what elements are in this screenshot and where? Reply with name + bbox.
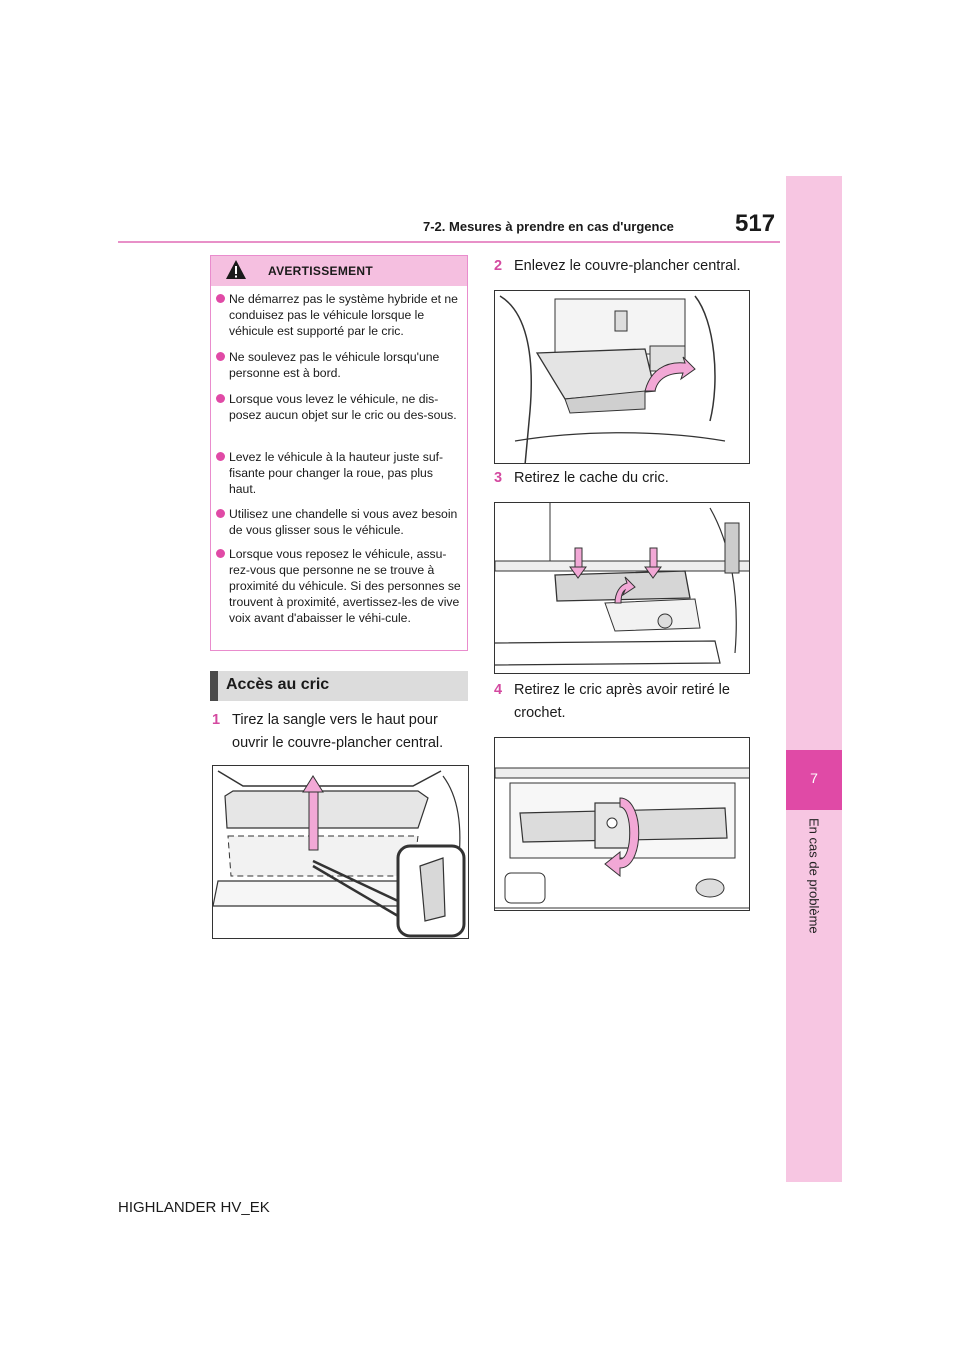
jack-cover-illustration (495, 503, 750, 674)
bullet-icon (216, 509, 225, 518)
header-section-title: 7-2. Mesures à prendre en cas d'urgence (423, 219, 674, 234)
step-text: Enlevez le couvre-plancher central. (514, 258, 741, 274)
figure-remove-floor-cover (494, 290, 750, 464)
bullet-icon (216, 352, 225, 361)
header-rule (118, 241, 780, 243)
chapter-number: 7 (810, 770, 818, 786)
footer-model: HIGHLANDER HV_EK (118, 1199, 270, 1216)
step-number: 3 (494, 470, 503, 486)
warning-item: Lorsque vous levez le véhicule, ne dis-posez aucun objet sur le cric ou des-sous. (216, 391, 461, 423)
section-title: Accès au cric (226, 676, 330, 693)
jack-removal-illustration (495, 738, 750, 911)
step-4 (494, 679, 730, 725)
step-text: ouvrir le couvre-plancher central. (232, 735, 444, 751)
warning-item: Levez le véhicule à la hauteur juste suf-fisante pour changer la roue, pas plus haut. (216, 449, 461, 497)
floor-cover-illustration (495, 291, 750, 464)
warning-item: Utilisez une chandelle si vous avez besoin de vous glisser sous le véhicule. (216, 506, 461, 538)
trunk-strap-illustration (213, 766, 469, 939)
section-heading-bar (210, 671, 218, 701)
bullet-icon (216, 394, 225, 403)
bullet-icon (216, 549, 225, 558)
warning-item: Lorsque vous reposez le véhicule, assu-rez-vous que personne ne se trouve à proximité du véhicule. Si des personnes se trouvent à proximité, avertissez-les de vive voix avant d'abaisser le véhi-cule. (216, 546, 461, 626)
step-1 (212, 709, 443, 755)
figure-trunk-strap (212, 765, 469, 939)
bullet-icon (216, 452, 225, 461)
page-number: 517 (735, 210, 776, 237)
warning-item: Ne démarrez pas le système hybride et ne conduisez pas le véhicule lorsque le véhicule est supporté par le cric. (216, 291, 461, 339)
warning-triangle-icon (225, 259, 247, 281)
step-number: 1 (212, 712, 221, 728)
step-text: Tirez la sangle vers le haut pour (232, 712, 438, 728)
chapter-label-container (786, 818, 842, 978)
step-3 (494, 467, 669, 490)
step-text: Retirez le cric après avoir retiré le (514, 682, 730, 698)
step-text: crochet. (514, 705, 566, 721)
warning-item: Ne soulevez pas le véhicule lorsqu'une personne est à bord. (216, 349, 461, 381)
step-2 (494, 255, 740, 278)
warning-title: AVERTISSEMENT (268, 264, 374, 278)
chapter-label: En cas de problème (806, 818, 822, 934)
step-text: Retirez le cache du cric. (514, 470, 669, 486)
figure-jack-cover (494, 502, 750, 674)
figure-jack-removal (494, 737, 750, 911)
chapter-side-tab (786, 176, 842, 1182)
step-number: 4 (494, 682, 503, 698)
step-number: 2 (494, 258, 503, 274)
bullet-icon (216, 294, 225, 303)
